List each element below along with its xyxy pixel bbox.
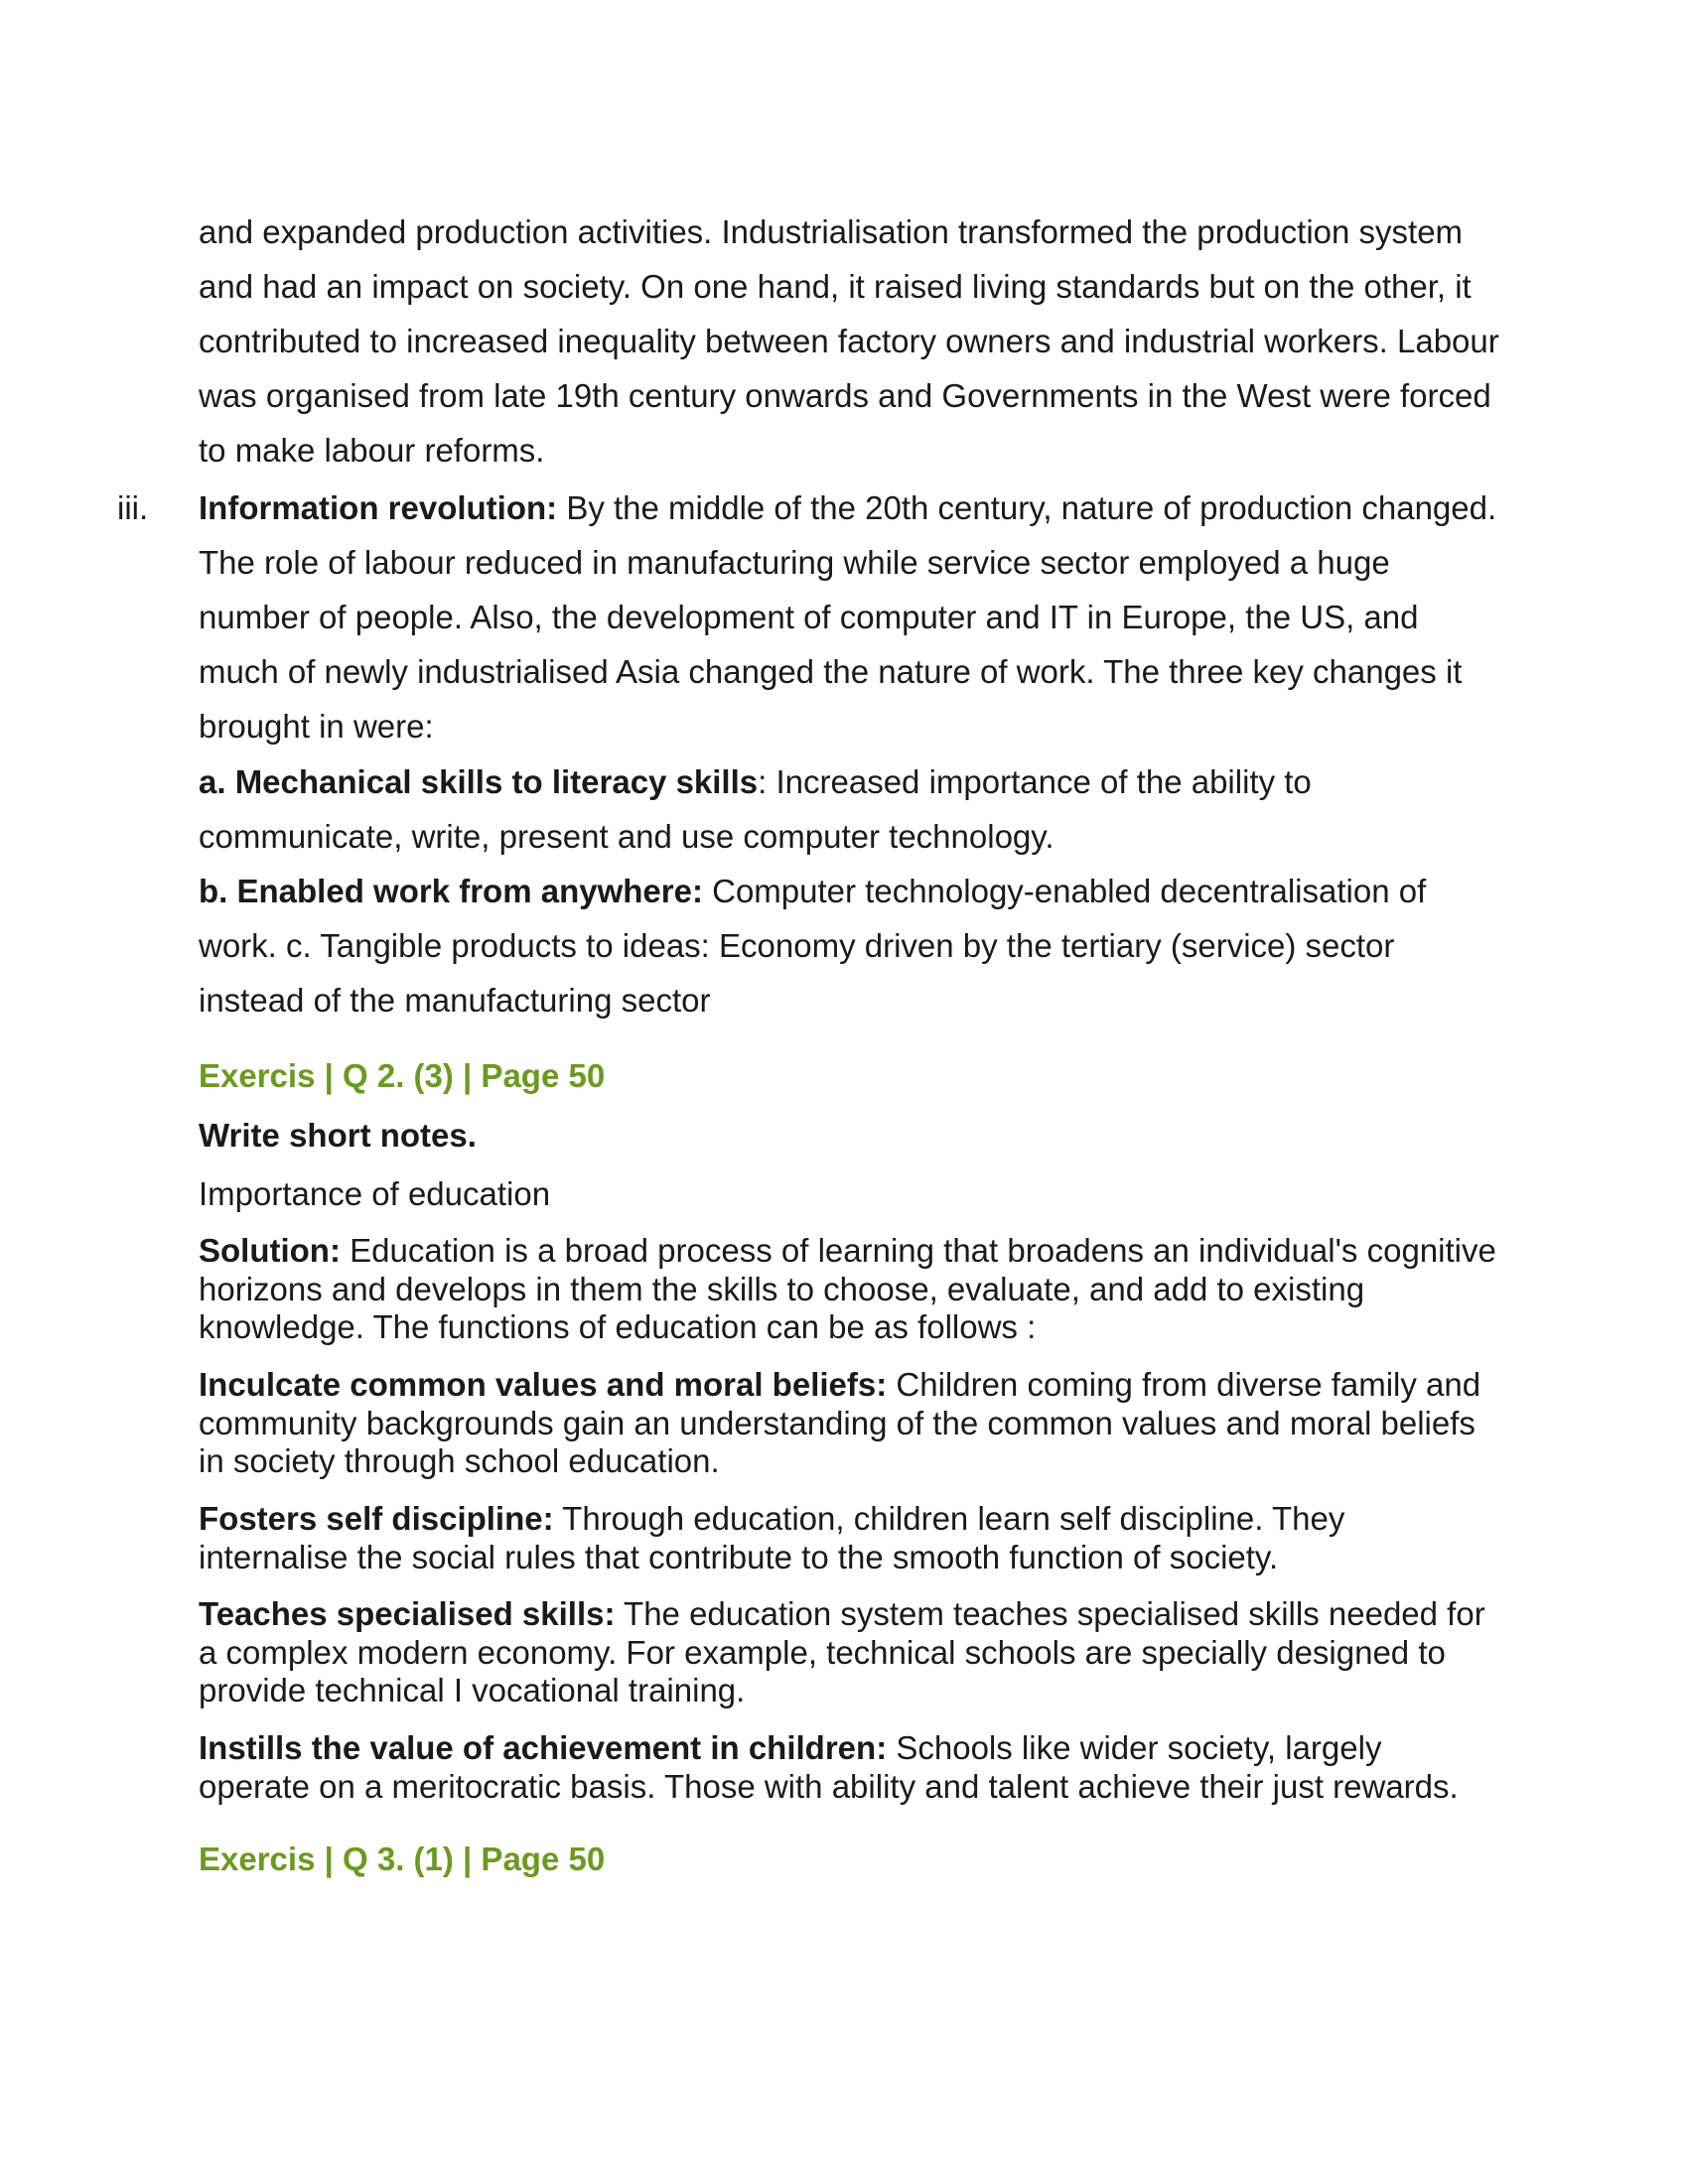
exercise-q2-instruction: Write short notes. (199, 1117, 477, 1154)
exercise-q2-heading: Exercis | Q 2. (3) | Page 50 (199, 1057, 606, 1094)
point-achievement (199, 1729, 1499, 1806)
solution-label: Solution: (199, 1232, 341, 1269)
exercise-q3-heading: Exercis | Q 3. (1) | Page 50 (199, 1841, 606, 1877)
point-title: Instills the value of achievement in children: (199, 1729, 888, 1766)
point-self-discipline (199, 1500, 1499, 1576)
point-title: Fosters self discipline: (199, 1500, 554, 1537)
point-text: Schools like wider society, largely operate on a meritocratic basis. Those with ability and talent achieve their just rewards. (199, 1729, 1459, 1805)
term-enabled-work: b. Enabled work from anywhere: (199, 873, 703, 909)
point-text: Children coming from diverse family and community backgrounds gain an understanding of the common values and moral beliefs in society through school education. (199, 1366, 1481, 1479)
list-marker-iii: iii. (117, 489, 149, 526)
exercise-q2-topic: Importance of education (199, 1175, 551, 1212)
paragraph-item-b (199, 864, 1499, 1027)
item-a-text: : Increased importance of the ability to communicate, write, present and use computer technology. (199, 763, 1312, 855)
point-text: Through education, children learn self discipline. They internalise the social rules that contribute to the smooth function of society. (199, 1500, 1345, 1575)
term-mechanical-skills: a. Mechanical skills to literacy skills (199, 763, 759, 800)
point-title: Teaches specialised skills: (199, 1595, 616, 1632)
solution-text: Education is a broad process of learning that broadens an individual's cognitive horizons and develops in them the skills to choose, evaluate, and add to existing knowledge. The functions of education can be as follows : (199, 1232, 1496, 1345)
point-common-values (199, 1366, 1499, 1481)
paragraph-industrialisation: and expanded production activities. Industrialisation transformed the production system and had an impact on society. On one hand, it raised living standards but on the other, it contributed to increased inequality between factory owners and industrial workers. Labour was organised from late 19th century onwards and Governments in the West were forced to make labour reforms. (199, 213, 1499, 469)
point-text: The education system teaches specialised skills needed for a complex modern economy. For example, technical schools are specially designed to provide technical I vocational training. (199, 1595, 1485, 1708)
point-specialised-skills (199, 1595, 1499, 1710)
paragraph-information-revolution (199, 480, 1499, 753)
item-b-text: Computer technology-enabled decentralisation of work. c. Tangible products to ideas: Economy driven by the tertiary (service) sector instead of the manufacturing sector (199, 873, 1427, 1019)
term-information-revolution: Information revolution: (199, 489, 558, 526)
point-title: Inculcate common values and moral beliefs: (199, 1366, 888, 1403)
paragraph-item-a (199, 754, 1499, 864)
information-revolution-text: By the middle of the 20th century, nature of production changed. The role of labour reduced in manufacturing while service sector employed a huge number of people. Also, the development of computer and IT in Europe, the US, and much of newly industrialised Asia changed the nature of work. The three key changes it brought in were: (199, 489, 1497, 745)
solution-paragraph (199, 1232, 1499, 1347)
